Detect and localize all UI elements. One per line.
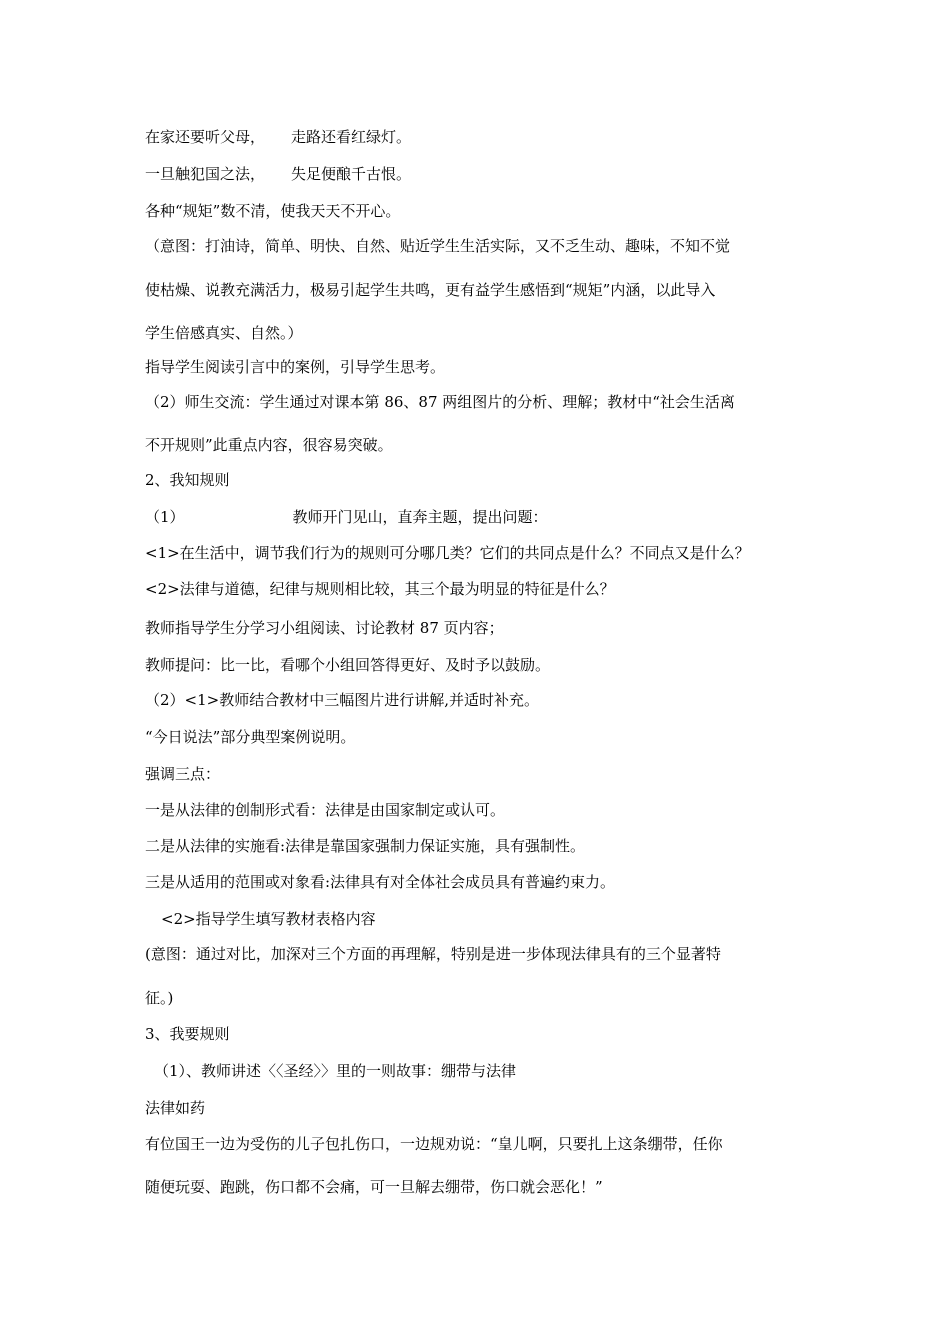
text-line: <1>在生活中，调节我们行为的规则可分哪几类？它们的共同点是什么？不同点又是什么？ [145, 544, 750, 562]
text-line [145, 164, 815, 184]
text-line: （2）<1>教师结合教材中三幅图片进行讲解,并适时补充。 [145, 691, 539, 709]
text-line: 强调三点： [145, 765, 221, 783]
text-fragment: 一旦触犯国之法， [145, 165, 266, 183]
section-heading: 3、我要规则 [145, 1025, 230, 1043]
text-fragment: 教师开门见山，直奔主题，提出问题： [292, 508, 548, 526]
text-fragment: 走路还看红绿灯。 [291, 128, 412, 146]
text-line: 各种“规矩”数不清，使我天天不开心。 [145, 202, 401, 220]
text-line: 教师提问：比一比，看哪个小组回答得更好、及时予以鼓励。 [145, 656, 551, 674]
text-line: 二是从法律的实施看:法律是靠国家强制力保证实施，具有强制性。 [145, 837, 586, 855]
text-line [145, 507, 815, 527]
text-line: 指导学生阅读引言中的案例，引导学生思考。 [145, 358, 446, 376]
text-line: 随便玩耍、跑跳，伤口都不会痛，可一旦解去绷带，伤口就会恶化！” [145, 1178, 603, 1196]
text-line: “今日说法”部分典型案例说明。 [145, 728, 356, 746]
text-line: （意图：打油诗，简单、明快、自然、贴近学生生活实际，又不乏生动、趣味，不知不觉 [145, 237, 731, 255]
text-line: 一是从法律的创制形式看：法律是由国家制定或认可。 [145, 801, 506, 819]
text-line: （2）师生交流：学生通过对课本第 86、87 两组图片的分析、理解；教材中“社会生活离 [145, 393, 735, 411]
text-line: 使枯燥、说教充满活力，极易引起学生共鸣，更有益学生感悟到“规矩”内涵，以此导入 [145, 281, 716, 299]
text-fragment: 在家还要听父母， [145, 128, 266, 146]
text-line: （1）、教师讲述〈〈圣经〉〉里的一则故事：绷带与法律 [154, 1062, 517, 1080]
text-fragment: 失足便酿千古恨。 [291, 165, 412, 183]
text-line: 教师指导学生分学习小组阅读、讨论教材 87 页内容； [145, 619, 504, 637]
text-line: (意图：通过对比，加深对三个方面的再理解，特别是进一步体现法律具有的三个显著特 [145, 945, 721, 963]
text-line: <2>法律与道德，纪律与规则相比较，其三个最为明显的特征是什么？ [145, 580, 615, 598]
text-line: 学生倍感真实、自然。） [145, 324, 303, 342]
text-line [145, 127, 815, 147]
text-line: 三是从适用的范围或对象看:法律具有对全体社会成员具有普遍约束力。 [145, 873, 616, 891]
text-line: 法律如药 [145, 1099, 206, 1117]
text-line: 有位国王一边为受伤的儿子包扎伤口，一边规劝说：“皇儿啊，只要扎上这条绷带，任你 [145, 1135, 723, 1153]
text-fragment: （1） [145, 508, 185, 526]
section-heading: 2、我知规则 [145, 471, 230, 489]
text-line: 不开规则”此重点内容，很容易突破。 [145, 436, 393, 454]
text-line: 征。) [145, 989, 174, 1007]
text-line: <2>指导学生填写教材表格内容 [161, 910, 376, 928]
